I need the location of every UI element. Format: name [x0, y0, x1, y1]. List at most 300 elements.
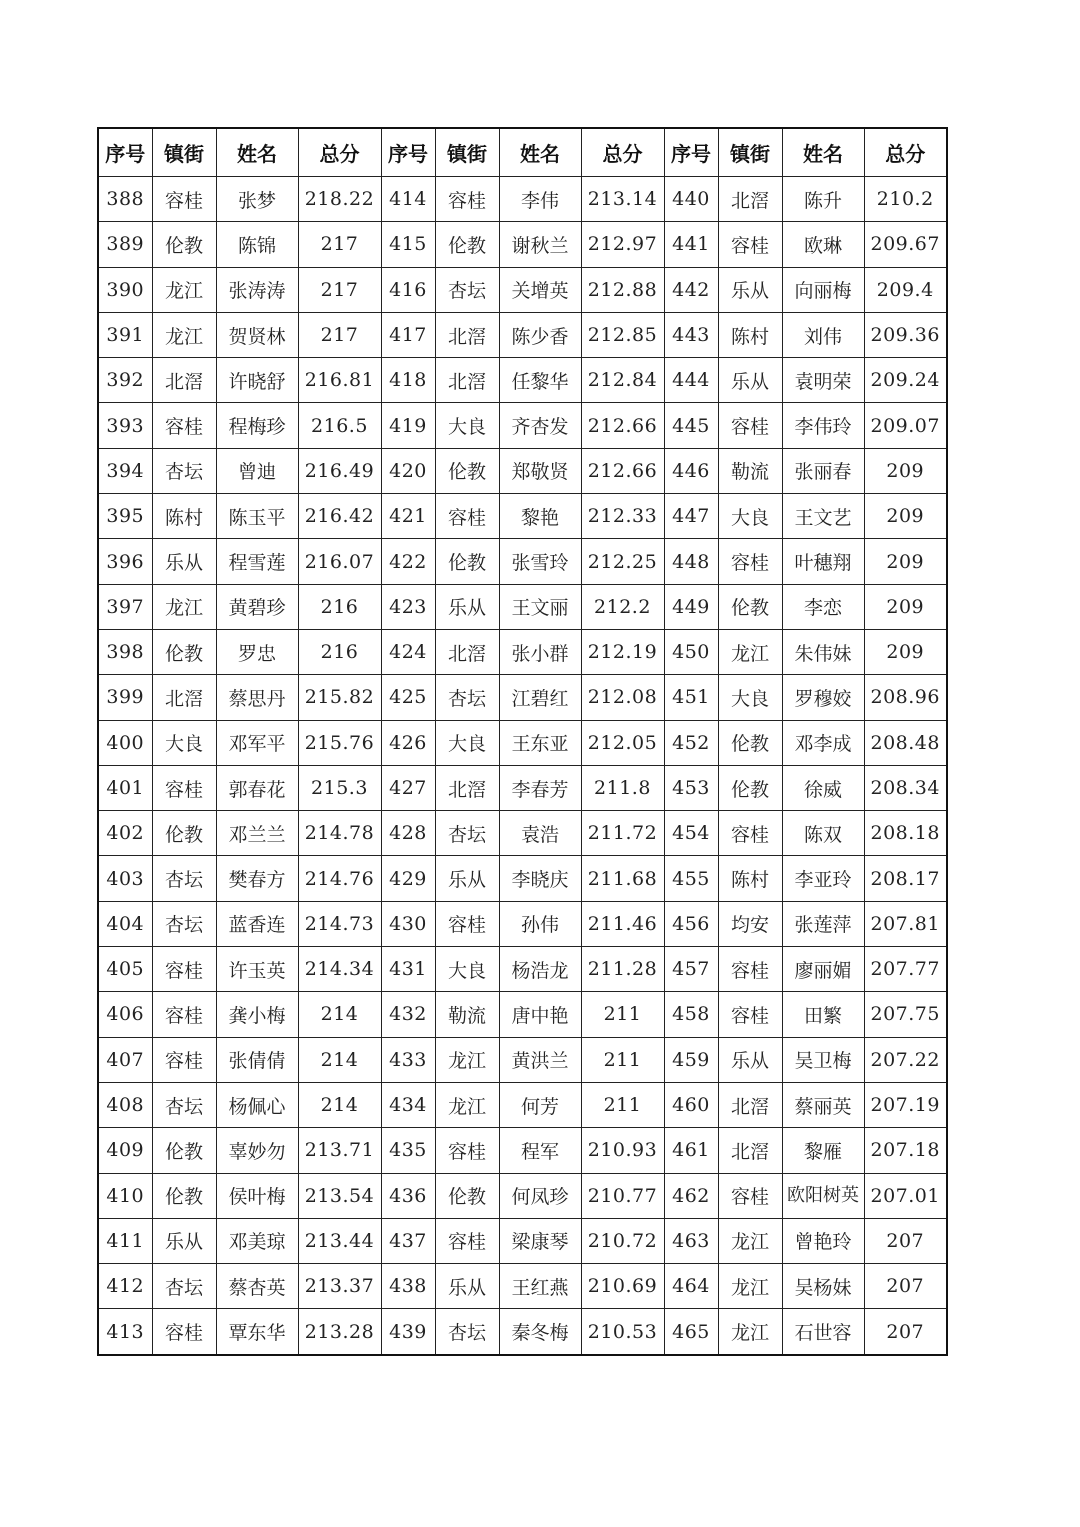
seq-cell: 464 [664, 1264, 718, 1309]
name-cell: 邓美琼 [216, 1218, 298, 1263]
score-cell: 207.01 [864, 1173, 947, 1218]
seq-cell: 402 [98, 811, 152, 856]
seq-cell: 434 [381, 1082, 435, 1127]
seq-cell: 439 [381, 1309, 435, 1355]
town-cell: 容桂 [718, 811, 782, 856]
name-cell: 蔡丽英 [782, 1082, 864, 1127]
name-header: 姓名 [216, 128, 298, 177]
seq-cell: 440 [664, 177, 718, 222]
name-cell: 黎艳 [499, 494, 581, 539]
score-cell: 218.22 [298, 177, 381, 222]
score-cell: 208.34 [864, 765, 947, 810]
town-cell: 容桂 [435, 1128, 499, 1173]
seq-cell: 395 [98, 494, 152, 539]
town-cell: 龙江 [718, 1264, 782, 1309]
score-cell: 213.71 [298, 1128, 381, 1173]
seq-cell: 427 [381, 765, 435, 810]
table-row [98, 1128, 947, 1173]
name-cell: 何凤珍 [499, 1173, 581, 1218]
seq-cell: 426 [381, 720, 435, 765]
town-cell: 勒流 [435, 992, 499, 1037]
name-cell: 黄洪兰 [499, 1037, 581, 1082]
score-cell: 212.66 [581, 403, 664, 448]
seq-cell: 393 [98, 403, 152, 448]
seq-cell: 463 [664, 1218, 718, 1263]
town-cell: 勒流 [718, 448, 782, 493]
name-cell: 程军 [499, 1128, 581, 1173]
name-cell: 田繁 [782, 992, 864, 1037]
seq-cell: 408 [98, 1082, 152, 1127]
town-cell: 北滘 [435, 629, 499, 674]
seq-cell: 442 [664, 267, 718, 312]
score-cell: 207.18 [864, 1128, 947, 1173]
table-row [98, 1082, 947, 1127]
score-cell: 208.96 [864, 675, 947, 720]
score-cell: 214.78 [298, 811, 381, 856]
name-header: 姓名 [499, 128, 581, 177]
name-cell: 贺贤林 [216, 312, 298, 357]
seq-cell: 417 [381, 312, 435, 357]
name-cell: 李伟 [499, 177, 581, 222]
town-cell: 杏坛 [435, 1309, 499, 1355]
town-cell: 北滘 [435, 765, 499, 810]
name-cell: 吴杨妹 [782, 1264, 864, 1309]
name-cell: 李晓庆 [499, 856, 581, 901]
town-cell: 伦教 [718, 584, 782, 629]
seq-cell: 410 [98, 1173, 152, 1218]
name-cell: 张梦 [216, 177, 298, 222]
score-cell: 213.14 [581, 177, 664, 222]
name-cell: 郭春花 [216, 765, 298, 810]
town-cell: 大良 [435, 720, 499, 765]
name-cell: 陈玉平 [216, 494, 298, 539]
seq-cell: 456 [664, 901, 718, 946]
score-cell: 209 [864, 629, 947, 674]
score-cell: 211.72 [581, 811, 664, 856]
score-cell: 216.49 [298, 448, 381, 493]
seq-cell: 399 [98, 675, 152, 720]
score-cell: 209.07 [864, 403, 947, 448]
score-cell: 209.4 [864, 267, 947, 312]
score-cell: 214 [298, 992, 381, 1037]
seq-cell: 424 [381, 629, 435, 674]
name-cell: 廖丽媚 [782, 947, 864, 992]
seq-cell: 435 [381, 1128, 435, 1173]
town-cell: 大良 [718, 675, 782, 720]
town-cell: 乐从 [718, 1037, 782, 1082]
table-row [98, 539, 947, 584]
town-cell: 容桂 [718, 992, 782, 1037]
score-cell: 207 [864, 1264, 947, 1309]
seq-cell: 450 [664, 629, 718, 674]
name-cell: 孙伟 [499, 901, 581, 946]
table-row [98, 856, 947, 901]
score-cell: 217 [298, 267, 381, 312]
score-cell: 211 [581, 1082, 664, 1127]
town-cell: 均安 [718, 901, 782, 946]
seq-cell: 389 [98, 222, 152, 267]
score-cell: 215.3 [298, 765, 381, 810]
score-cell: 216 [298, 584, 381, 629]
score-cell: 208.17 [864, 856, 947, 901]
name-cell: 任黎华 [499, 358, 581, 403]
seq-cell: 429 [381, 856, 435, 901]
seq-cell: 444 [664, 358, 718, 403]
score-cell: 211 [581, 1037, 664, 1082]
score-header: 总分 [581, 128, 664, 177]
table-row [98, 765, 947, 810]
town-cell: 容桂 [718, 222, 782, 267]
seq-cell: 406 [98, 992, 152, 1037]
name-cell: 王红燕 [499, 1264, 581, 1309]
score-cell: 216.07 [298, 539, 381, 584]
table-row [98, 1264, 947, 1309]
score-cell: 214.73 [298, 901, 381, 946]
town-cell: 大良 [152, 720, 216, 765]
name-cell: 陈升 [782, 177, 864, 222]
town-cell: 龙江 [435, 1037, 499, 1082]
town-cell: 乐从 [718, 358, 782, 403]
town-cell: 杏坛 [152, 1082, 216, 1127]
seq-cell: 409 [98, 1128, 152, 1173]
seq-cell: 421 [381, 494, 435, 539]
seq-cell: 419 [381, 403, 435, 448]
name-cell: 王文丽 [499, 584, 581, 629]
seq-cell: 428 [381, 811, 435, 856]
town-cell: 容桂 [152, 1309, 216, 1355]
score-cell: 215.82 [298, 675, 381, 720]
score-cell: 212.88 [581, 267, 664, 312]
town-cell: 容桂 [718, 1173, 782, 1218]
seq-cell: 441 [664, 222, 718, 267]
seq-cell: 401 [98, 765, 152, 810]
seq-cell: 449 [664, 584, 718, 629]
score-cell: 207.77 [864, 947, 947, 992]
town-cell: 大良 [718, 494, 782, 539]
score-cell: 211.28 [581, 947, 664, 992]
seq-cell: 447 [664, 494, 718, 539]
town-cell: 杏坛 [435, 675, 499, 720]
name-cell: 曾迪 [216, 448, 298, 493]
seq-cell: 405 [98, 947, 152, 992]
seq-cell: 398 [98, 629, 152, 674]
name-cell: 李伟玲 [782, 403, 864, 448]
score-cell: 212.05 [581, 720, 664, 765]
name-cell: 陈少香 [499, 312, 581, 357]
name-cell: 龚小梅 [216, 992, 298, 1037]
seq-cell: 423 [381, 584, 435, 629]
name-cell: 梁康琴 [499, 1218, 581, 1263]
town-cell: 容桂 [152, 177, 216, 222]
table-row [98, 947, 947, 992]
town-header: 镇街 [718, 128, 782, 177]
score-cell: 211 [581, 992, 664, 1037]
name-cell: 张涛涛 [216, 267, 298, 312]
town-cell: 北滘 [152, 675, 216, 720]
score-cell: 213.44 [298, 1218, 381, 1263]
name-cell: 邓李成 [782, 720, 864, 765]
town-cell: 北滘 [435, 358, 499, 403]
score-cell: 217 [298, 222, 381, 267]
score-cell: 214 [298, 1037, 381, 1082]
name-cell: 覃东华 [216, 1309, 298, 1355]
town-cell: 乐从 [718, 267, 782, 312]
town-cell: 容桂 [152, 992, 216, 1037]
town-header: 镇街 [152, 128, 216, 177]
seq-cell: 455 [664, 856, 718, 901]
seq-cell: 438 [381, 1264, 435, 1309]
table-row [98, 584, 947, 629]
name-cell: 郑敬贤 [499, 448, 581, 493]
score-cell: 207.81 [864, 901, 947, 946]
town-cell: 伦教 [435, 1173, 499, 1218]
seq-cell: 431 [381, 947, 435, 992]
seq-header: 序号 [664, 128, 718, 177]
town-cell: 容桂 [152, 947, 216, 992]
score-cell: 210.72 [581, 1218, 664, 1263]
name-cell: 吴卫梅 [782, 1037, 864, 1082]
name-cell: 罗穆姣 [782, 675, 864, 720]
name-cell: 张小群 [499, 629, 581, 674]
score-cell: 209 [864, 539, 947, 584]
seq-header: 序号 [381, 128, 435, 177]
name-header: 姓名 [782, 128, 864, 177]
score-cell: 210.53 [581, 1309, 664, 1355]
seq-cell: 432 [381, 992, 435, 1037]
score-cell: 207.22 [864, 1037, 947, 1082]
score-cell: 209.67 [864, 222, 947, 267]
name-cell: 李亚玲 [782, 856, 864, 901]
score-cell: 217 [298, 312, 381, 357]
town-cell: 杏坛 [435, 267, 499, 312]
town-cell: 乐从 [152, 539, 216, 584]
score-cell: 214.34 [298, 947, 381, 992]
table-row [98, 312, 947, 357]
town-cell: 杏坛 [152, 856, 216, 901]
name-cell: 罗忠 [216, 629, 298, 674]
name-cell: 朱伟妹 [782, 629, 864, 674]
town-cell: 伦教 [435, 539, 499, 584]
seq-cell: 425 [381, 675, 435, 720]
seq-cell: 394 [98, 448, 152, 493]
name-cell: 陈双 [782, 811, 864, 856]
score-cell: 210.93 [581, 1128, 664, 1173]
seq-cell: 436 [381, 1173, 435, 1218]
seq-cell: 457 [664, 947, 718, 992]
seq-cell: 448 [664, 539, 718, 584]
score-cell: 212.33 [581, 494, 664, 539]
table-row [98, 992, 947, 1037]
score-table [97, 127, 948, 1356]
town-cell: 伦教 [152, 629, 216, 674]
seq-cell: 403 [98, 856, 152, 901]
name-cell: 李恋 [782, 584, 864, 629]
seq-cell: 396 [98, 539, 152, 584]
town-header: 镇街 [435, 128, 499, 177]
town-cell: 龙江 [152, 584, 216, 629]
score-cell: 208.48 [864, 720, 947, 765]
town-cell: 北滘 [718, 1128, 782, 1173]
score-cell: 216.5 [298, 403, 381, 448]
seq-cell: 413 [98, 1309, 152, 1355]
seq-cell: 459 [664, 1037, 718, 1082]
table-row [98, 403, 947, 448]
town-cell: 乐从 [435, 584, 499, 629]
town-cell: 乐从 [435, 856, 499, 901]
name-cell: 何芳 [499, 1082, 581, 1127]
score-cell: 212.08 [581, 675, 664, 720]
town-cell: 北滘 [718, 177, 782, 222]
name-cell: 陈锦 [216, 222, 298, 267]
score-cell: 213.54 [298, 1173, 381, 1218]
town-cell: 北滘 [435, 312, 499, 357]
seq-cell: 411 [98, 1218, 152, 1263]
town-cell: 伦教 [152, 1128, 216, 1173]
seq-cell: 446 [664, 448, 718, 493]
name-cell: 黎雁 [782, 1128, 864, 1173]
name-cell: 袁浩 [499, 811, 581, 856]
score-cell: 209 [864, 584, 947, 629]
name-cell: 徐威 [782, 765, 864, 810]
name-cell: 谢秋兰 [499, 222, 581, 267]
name-cell: 许玉英 [216, 947, 298, 992]
seq-cell: 452 [664, 720, 718, 765]
town-cell: 伦教 [152, 811, 216, 856]
seq-cell: 462 [664, 1173, 718, 1218]
name-cell: 欧阳树英 [782, 1173, 864, 1218]
table-row [98, 1037, 947, 1082]
table-row [98, 177, 947, 222]
seq-cell: 400 [98, 720, 152, 765]
table-row [98, 358, 947, 403]
name-cell: 李春芳 [499, 765, 581, 810]
score-cell: 210.77 [581, 1173, 664, 1218]
town-cell: 陈村 [152, 494, 216, 539]
seq-cell: 418 [381, 358, 435, 403]
name-cell: 向丽梅 [782, 267, 864, 312]
table-row [98, 675, 947, 720]
seq-cell: 453 [664, 765, 718, 810]
score-header: 总分 [298, 128, 381, 177]
name-cell: 石世容 [782, 1309, 864, 1355]
score-cell: 207.75 [864, 992, 947, 1037]
seq-cell: 458 [664, 992, 718, 1037]
seq-cell: 391 [98, 312, 152, 357]
town-cell: 乐从 [435, 1264, 499, 1309]
seq-cell: 460 [664, 1082, 718, 1127]
name-cell: 程梅珍 [216, 403, 298, 448]
town-cell: 杏坛 [152, 901, 216, 946]
name-cell: 张莲萍 [782, 901, 864, 946]
name-cell: 张丽春 [782, 448, 864, 493]
name-cell: 杨佩心 [216, 1082, 298, 1127]
score-cell: 211.8 [581, 765, 664, 810]
table-row [98, 494, 947, 539]
score-cell: 213.28 [298, 1309, 381, 1355]
seq-cell: 416 [381, 267, 435, 312]
seq-cell: 433 [381, 1037, 435, 1082]
seq-cell: 451 [664, 675, 718, 720]
table-row [98, 901, 947, 946]
town-cell: 龙江 [435, 1082, 499, 1127]
score-cell: 212.19 [581, 629, 664, 674]
name-cell: 秦冬梅 [499, 1309, 581, 1355]
town-cell: 陈村 [718, 312, 782, 357]
town-cell: 龙江 [718, 1218, 782, 1263]
score-cell: 207.19 [864, 1082, 947, 1127]
score-cell: 212.85 [581, 312, 664, 357]
score-cell: 213.37 [298, 1264, 381, 1309]
name-cell: 蓝香连 [216, 901, 298, 946]
town-cell: 乐从 [152, 1218, 216, 1263]
seq-cell: 390 [98, 267, 152, 312]
seq-cell: 412 [98, 1264, 152, 1309]
table-row [98, 629, 947, 674]
seq-cell: 407 [98, 1037, 152, 1082]
table-row [98, 720, 947, 765]
town-cell: 伦教 [718, 765, 782, 810]
name-cell: 关增英 [499, 267, 581, 312]
score-cell: 212.66 [581, 448, 664, 493]
seq-header: 序号 [98, 128, 152, 177]
score-cell: 207 [864, 1309, 947, 1355]
seq-cell: 420 [381, 448, 435, 493]
score-cell: 212.97 [581, 222, 664, 267]
seq-cell: 422 [381, 539, 435, 584]
name-cell: 蔡杏英 [216, 1264, 298, 1309]
score-cell: 212.84 [581, 358, 664, 403]
town-cell: 伦教 [435, 222, 499, 267]
table-row [98, 448, 947, 493]
name-cell: 邓兰兰 [216, 811, 298, 856]
seq-cell: 465 [664, 1309, 718, 1355]
town-cell: 杏坛 [435, 811, 499, 856]
town-cell: 容桂 [435, 494, 499, 539]
seq-cell: 461 [664, 1128, 718, 1173]
town-cell: 容桂 [718, 539, 782, 584]
seq-cell: 397 [98, 584, 152, 629]
table-row [98, 222, 947, 267]
score-header: 总分 [864, 128, 947, 177]
score-cell: 210.69 [581, 1264, 664, 1309]
town-cell: 杏坛 [152, 1264, 216, 1309]
town-cell: 容桂 [435, 901, 499, 946]
town-cell: 伦教 [152, 222, 216, 267]
score-cell: 214.76 [298, 856, 381, 901]
table-row [98, 1173, 947, 1218]
name-cell: 黄碧珍 [216, 584, 298, 629]
town-cell: 伦教 [435, 448, 499, 493]
name-cell: 张倩倩 [216, 1037, 298, 1082]
town-cell: 容桂 [718, 947, 782, 992]
town-cell: 容桂 [435, 1218, 499, 1263]
score-cell: 214 [298, 1082, 381, 1127]
seq-cell: 414 [381, 177, 435, 222]
town-cell: 伦教 [152, 1173, 216, 1218]
score-cell: 210.2 [864, 177, 947, 222]
seq-cell: 388 [98, 177, 152, 222]
seq-cell: 454 [664, 811, 718, 856]
name-cell: 程雪莲 [216, 539, 298, 584]
town-cell: 大良 [435, 947, 499, 992]
town-cell: 北滘 [718, 1082, 782, 1127]
town-cell: 容桂 [435, 177, 499, 222]
name-cell: 辜妙勿 [216, 1128, 298, 1173]
table-row [98, 1218, 947, 1263]
town-cell: 大良 [435, 403, 499, 448]
score-cell: 207 [864, 1218, 947, 1263]
seq-cell: 445 [664, 403, 718, 448]
